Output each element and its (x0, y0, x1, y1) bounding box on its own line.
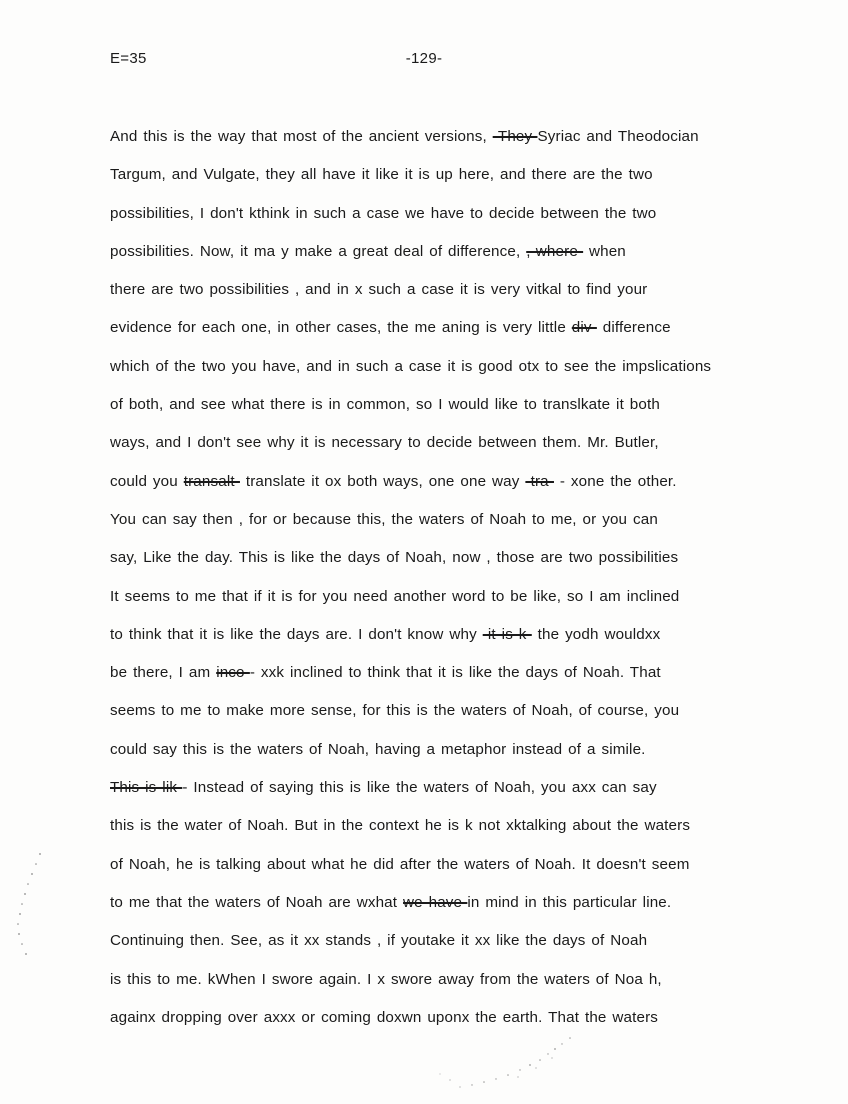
scan-smudge-mark (380, 1030, 600, 1100)
transcript-body (110, 124, 822, 1043)
struck-text: transalt- (183, 472, 240, 490)
text-segment: in mind in this particular line. (467, 893, 672, 911)
text-line (110, 890, 822, 928)
text-segment: ways, and I don't see why it is necessary to decide between them. Mr. Butler, (110, 434, 659, 452)
text-line (110, 277, 822, 315)
struck-text: ,-where- (526, 242, 584, 260)
text-segment: And this is the way that most of the ancient versions, (110, 128, 493, 145)
text-line (110, 392, 822, 430)
text-segment: could say this is the waters of Noah, having a metaphor instead of a simile. (110, 740, 646, 758)
text-segment: when (583, 242, 626, 260)
text-line (110, 775, 822, 813)
text-line (110, 162, 822, 200)
text-segment: say, Like the day. This is like the days of Noah, now , those are two possibilities (110, 549, 679, 567)
scan-speckle-mark (10, 850, 50, 960)
text-segment: to think that it is like the days are. I don't know why (110, 625, 483, 643)
text-segment: which of the two you have, and in such a case it is good otx to see the impslications (110, 357, 712, 375)
text-line (110, 660, 822, 698)
text-segment: - xxk inclined to think that it is like the days of Noah. That (249, 664, 661, 682)
text-segment: is this to me. kWhen I swore again. I x swore away from the waters of Noa h, (110, 970, 662, 988)
text-line (110, 124, 822, 162)
text-line (110, 469, 822, 507)
text-segment: this is the water of Noah. But in the context he is k not xktalking about the waters (110, 817, 691, 835)
text-segment: could you (110, 472, 184, 490)
text-segment: possibilities, I don't kthink in such a case we have to decide between the two (110, 204, 657, 222)
document-code: E=35 (110, 50, 147, 67)
struck-text: we have- (403, 893, 468, 911)
struck-text: -tra- (525, 472, 554, 490)
struck-text: This is lik- (110, 779, 183, 797)
text-segment: there are two possibilities , and in x such a case it is very vitkal to find your (110, 281, 648, 299)
struck-text: -it is k- (482, 625, 532, 643)
struck-text: -They- (492, 128, 538, 145)
text-segment: of Noah, he is talking about what he did after the waters of Noah. It doesn't seem (110, 855, 690, 873)
text-line (110, 928, 822, 966)
text-line (110, 430, 822, 468)
text-segment: againx dropping over axxx or coming doxwn uponx the earth. That the waters (110, 1008, 659, 1026)
text-line (110, 201, 822, 239)
struck-text: inco- (216, 664, 250, 682)
text-segment: be there, I am (110, 664, 217, 682)
page-number: -129- (405, 50, 443, 67)
text-segment: Syriac and Theodocian (537, 128, 699, 145)
text-segment: the yodh wouldxx (531, 625, 661, 643)
text-line (110, 239, 822, 277)
text-segment: - Instead of saying this is like the waters of Noah, you axx can say (182, 779, 657, 797)
text-line (110, 354, 822, 392)
text-segment: translate it ox both ways, one one way (239, 472, 526, 490)
text-line (110, 315, 822, 353)
text-segment: It seems to me that if it is for you need another word to be like, so I am inclined (110, 587, 680, 605)
text-line (110, 852, 822, 890)
text-segment: Continuing then. See, as it xx stands , if youtake it xx like the days of Noah (110, 932, 648, 950)
text-segment: Targum, and Vulgate, they all have it like it is up here, and there are the two (110, 166, 653, 184)
text-segment: of both, and see what there is in common, so I would like to translkate it both (110, 396, 660, 414)
struck-text: div- (571, 319, 597, 337)
text-segment: You can say then , for or because this, the waters of Noah to me, or you can (110, 510, 658, 528)
text-line (110, 698, 822, 736)
text-line (110, 545, 822, 583)
text-segment: seems to me to make more sense, for this is the waters of Noah, of course, you (110, 702, 680, 720)
text-line (110, 967, 822, 1005)
text-line (110, 813, 822, 851)
text-segment: difference (596, 319, 671, 337)
text-segment: - xone the other. (553, 472, 677, 490)
text-line (110, 737, 822, 775)
text-segment: possibilities. Now, it ma y make a great deal of difference, (110, 242, 527, 260)
text-segment: to me that the waters of Noah are wxhat (110, 893, 404, 911)
text-line (110, 584, 822, 622)
text-line (110, 622, 822, 660)
text-line (110, 507, 822, 545)
text-segment: evidence for each one, in other cases, the me aning is very little (110, 319, 572, 337)
